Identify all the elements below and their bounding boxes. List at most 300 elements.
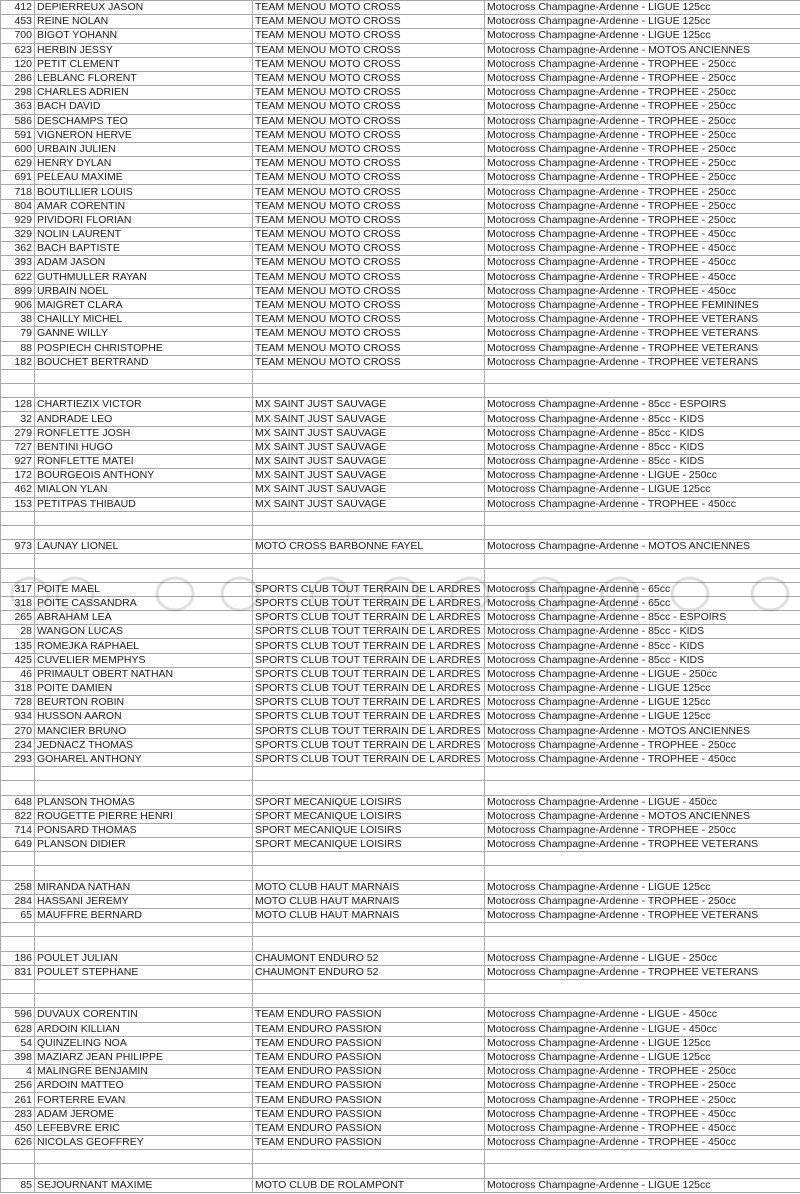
category-cell: Motocross Champagne-Ardenne - 65cc (485, 596, 800, 610)
rider-number-cell: 591 (1, 128, 35, 142)
rider-number-cell: 822 (1, 809, 35, 823)
category-cell: Motocross Champagne-Ardenne - MOTOS ANCIENNES (485, 540, 800, 554)
category-cell (485, 369, 800, 383)
rider-number-cell: 927 (1, 455, 35, 469)
rider-number-cell: 450 (1, 1121, 35, 1135)
club-name-cell (253, 568, 485, 582)
category-cell: Motocross Champagne-Ardenne - TROPHEE - 250cc (485, 128, 800, 142)
rider-name-cell: REINE NOLAN (35, 15, 253, 29)
category-cell: Motocross Champagne-Ardenne - TROPHEE - 250cc (485, 1079, 800, 1093)
club-name-cell: TEAM MENOU MOTO CROSS (253, 43, 485, 57)
table-row (1, 965, 800, 979)
club-name-cell: TEAM MENOU MOTO CROSS (253, 341, 485, 355)
rider-number-cell: 363 (1, 100, 35, 114)
club-name-cell (253, 525, 485, 539)
category-cell: Motocross Champagne-Ardenne - LIGUE - 250cc (485, 951, 800, 965)
category-cell (485, 923, 800, 937)
club-name-cell (253, 937, 485, 951)
category-cell: Motocross Champagne-Ardenne - LIGUE - 250cc (485, 469, 800, 483)
rider-name-cell (35, 568, 253, 582)
club-name-cell: MX SAINT JUST SAUVAGE (253, 497, 485, 511)
rider-number-cell: 258 (1, 880, 35, 894)
rider-number-cell (1, 525, 35, 539)
club-name-cell (253, 767, 485, 781)
blank-row (1, 767, 800, 781)
blank-row (1, 1150, 800, 1164)
rider-number-cell: 153 (1, 497, 35, 511)
club-name-cell: SPORTS CLUB TOUT TERRAIN DE L ARDRES (253, 696, 485, 710)
club-name-cell: SPORTS CLUB TOUT TERRAIN DE L ARDRES (253, 596, 485, 610)
rider-number-cell (1, 937, 35, 951)
club-name-cell (253, 979, 485, 993)
table-row (1, 1050, 800, 1064)
category-cell: Motocross Champagne-Ardenne - TROPHEE VETERANS (485, 965, 800, 979)
rider-name-cell: BACH DAVID (35, 100, 253, 114)
rider-number-cell: 596 (1, 1008, 35, 1022)
rider-number-cell: 128 (1, 398, 35, 412)
category-cell (485, 979, 800, 993)
category-cell: Motocross Champagne-Ardenne - TROPHEE - 450cc (485, 256, 800, 270)
category-cell: Motocross Champagne-Ardenne - LIGUE 125cc (485, 1050, 800, 1064)
table-row (1, 185, 800, 199)
club-name-cell: TEAM ENDURO PASSION (253, 1121, 485, 1135)
rider-name-cell: HUSSON AARON (35, 710, 253, 724)
club-name-cell (253, 369, 485, 383)
rider-number-cell: 32 (1, 412, 35, 426)
rider-name-cell: ANDRADE LEO (35, 412, 253, 426)
rider-number-cell: 622 (1, 270, 35, 284)
rider-name-cell (35, 923, 253, 937)
rider-name-cell: ADAM JASON (35, 256, 253, 270)
blank-row (1, 937, 800, 951)
rider-name-cell: URBAIN NOEL (35, 284, 253, 298)
table-row (1, 29, 800, 43)
rider-number-cell: 298 (1, 86, 35, 100)
category-cell: Motocross Champagne-Ardenne - TROPHEE FEMININES (485, 298, 800, 312)
table-row (1, 1107, 800, 1121)
rider-number-cell: 412 (1, 1, 35, 15)
category-cell: Motocross Champagne-Ardenne - TROPHEE - 250cc (485, 71, 800, 85)
table-row (1, 142, 800, 156)
rider-name-cell: ROUGETTE PIERRE HENRI (35, 809, 253, 823)
club-name-cell: TEAM MENOU MOTO CROSS (253, 114, 485, 128)
rider-number-cell: 831 (1, 965, 35, 979)
rider-number-cell: 135 (1, 639, 35, 653)
category-cell (485, 384, 800, 398)
table-row (1, 398, 800, 412)
rider-name-cell: PLANSON THOMAS (35, 795, 253, 809)
rider-number-cell: 65 (1, 909, 35, 923)
rider-name-cell: POSPIECH CHRISTOPHE (35, 341, 253, 355)
rider-name-cell: ROMEJKA RAPHAEL (35, 639, 253, 653)
club-name-cell: TEAM MENOU MOTO CROSS (253, 157, 485, 171)
rider-name-cell: RONFLETTE JOSH (35, 426, 253, 440)
category-cell: Motocross Champagne-Ardenne - LIGUE 125cc (485, 880, 800, 894)
table-row (1, 455, 800, 469)
table-row (1, 497, 800, 511)
rider-number-cell: 691 (1, 171, 35, 185)
rider-name-cell: BOUTILLIER LOUIS (35, 185, 253, 199)
rider-name-cell: POITE CASSANDRA (35, 596, 253, 610)
category-cell: Motocross Champagne-Ardenne - TROPHEE - 450cc (485, 228, 800, 242)
rider-name-cell: HASSANI JEREMY (35, 894, 253, 908)
club-name-cell: SPORTS CLUB TOUT TERRAIN DE L ARDRES (253, 653, 485, 667)
club-name-cell (253, 866, 485, 880)
table-row (1, 412, 800, 426)
rider-number-cell (1, 923, 35, 937)
club-name-cell: TEAM MENOU MOTO CROSS (253, 199, 485, 213)
rider-name-cell (35, 994, 253, 1008)
category-cell: Motocross Champagne-Ardenne - TROPHEE - 450cc (485, 270, 800, 284)
rider-number-cell: 600 (1, 142, 35, 156)
table-row (1, 1079, 800, 1093)
rider-number-cell: 649 (1, 838, 35, 852)
rider-name-cell: POULET JULIAN (35, 951, 253, 965)
category-cell: Motocross Champagne-Ardenne - 85cc - KIDS (485, 639, 800, 653)
blank-row (1, 852, 800, 866)
table-row (1, 57, 800, 71)
category-cell: Motocross Champagne-Ardenne - TROPHEE - 250cc (485, 213, 800, 227)
club-name-cell: SPORTS CLUB TOUT TERRAIN DE L ARDRES (253, 667, 485, 681)
rider-number-cell: 906 (1, 298, 35, 312)
rider-number-cell (1, 369, 35, 383)
category-cell: Motocross Champagne-Ardenne - TROPHEE - 450cc (485, 1136, 800, 1150)
rider-name-cell: POULET STEPHANE (35, 965, 253, 979)
rider-name-cell (35, 866, 253, 880)
rider-number-cell (1, 866, 35, 880)
table-row (1, 667, 800, 681)
table-row (1, 128, 800, 142)
rider-number-cell: 256 (1, 1079, 35, 1093)
rider-number-cell (1, 384, 35, 398)
rider-number-cell (1, 767, 35, 781)
club-name-cell: TEAM MENOU MOTO CROSS (253, 270, 485, 284)
table-row (1, 696, 800, 710)
category-cell: Motocross Champagne-Ardenne - 85cc - KIDS (485, 455, 800, 469)
category-cell: Motocross Champagne-Ardenne - TROPHEE - 450cc (485, 284, 800, 298)
rider-number-cell: 586 (1, 114, 35, 128)
club-name-cell: MOTO CLUB DE ROLAMPONT (253, 1178, 485, 1192)
rider-number-cell: 623 (1, 43, 35, 57)
table-row (1, 213, 800, 227)
table-row (1, 426, 800, 440)
rider-number-cell: 85 (1, 1178, 35, 1192)
category-cell: Motocross Champagne-Ardenne - TROPHEE - 250cc (485, 171, 800, 185)
rider-number-cell: 234 (1, 738, 35, 752)
table-row (1, 809, 800, 823)
rider-name-cell: MAUFFRE BERNARD (35, 909, 253, 923)
rider-name-cell: DESCHAMPS TEO (35, 114, 253, 128)
rider-name-cell: JEDNACZ THOMAS (35, 738, 253, 752)
table-row (1, 1036, 800, 1050)
rider-number-cell: 284 (1, 894, 35, 908)
table-row (1, 284, 800, 298)
table-row (1, 440, 800, 454)
rider-number-cell: 899 (1, 284, 35, 298)
club-name-cell: TEAM ENDURO PASSION (253, 1065, 485, 1079)
club-name-cell: TEAM ENDURO PASSION (253, 1050, 485, 1064)
table-row (1, 625, 800, 639)
club-name-cell: SPORTS CLUB TOUT TERRAIN DE L ARDRES (253, 625, 485, 639)
table-row (1, 199, 800, 213)
blank-row (1, 384, 800, 398)
club-name-cell: TEAM ENDURO PASSION (253, 1079, 485, 1093)
rider-number-cell (1, 1164, 35, 1178)
table-row (1, 313, 800, 327)
table-row (1, 157, 800, 171)
category-cell (485, 568, 800, 582)
rider-name-cell: FORTERRE EVAN (35, 1093, 253, 1107)
rider-name-cell: MALINGRE BENJAMIN (35, 1065, 253, 1079)
rider-number-cell: 425 (1, 653, 35, 667)
table-row (1, 298, 800, 312)
rider-name-cell: GOHAREL ANTHONY (35, 752, 253, 766)
table-row (1, 327, 800, 341)
rider-name-cell: RONFLETTE MATEI (35, 455, 253, 469)
category-cell: Motocross Champagne-Ardenne - LIGUE 125cc (485, 1, 800, 15)
category-cell: Motocross Champagne-Ardenne - TROPHEE VETERANS (485, 909, 800, 923)
table-row (1, 596, 800, 610)
table-row (1, 951, 800, 965)
club-name-cell (253, 923, 485, 937)
rider-name-cell: HERBIN JESSY (35, 43, 253, 57)
category-cell: Motocross Champagne-Ardenne - LIGUE 125cc (485, 15, 800, 29)
table-row (1, 724, 800, 738)
category-cell (485, 937, 800, 951)
rider-name-cell: WANGON LUCAS (35, 625, 253, 639)
table-row (1, 795, 800, 809)
category-cell: Motocross Champagne-Ardenne - LIGUE 125cc (485, 1178, 800, 1192)
club-name-cell: TEAM MENOU MOTO CROSS (253, 213, 485, 227)
table-row (1, 653, 800, 667)
club-name-cell: SPORT MECANIQUE LOISIRS (253, 795, 485, 809)
table-row (1, 100, 800, 114)
club-name-cell (253, 554, 485, 568)
category-cell: Motocross Champagne-Ardenne - TROPHEE VETERANS (485, 355, 800, 369)
club-name-cell: SPORTS CLUB TOUT TERRAIN DE L ARDRES (253, 738, 485, 752)
category-cell: Motocross Champagne-Ardenne - MOTOS ANCIENNES (485, 809, 800, 823)
rider-number-cell: 700 (1, 29, 35, 43)
rider-number-cell: 317 (1, 582, 35, 596)
rider-number-cell (1, 1150, 35, 1164)
category-cell: Motocross Champagne-Ardenne - LIGUE - 450cc (485, 1008, 800, 1022)
rider-number-cell: 182 (1, 355, 35, 369)
rider-name-cell: BOURGEOIS ANTHONY (35, 469, 253, 483)
table-row (1, 341, 800, 355)
table-row (1, 710, 800, 724)
rider-number-cell: 329 (1, 228, 35, 242)
category-cell: Motocross Champagne-Ardenne - TROPHEE VETERANS (485, 327, 800, 341)
category-cell: Motocross Champagne-Ardenne - TROPHEE - 250cc (485, 894, 800, 908)
table-row (1, 894, 800, 908)
rider-name-cell: PIVIDORI FLORIAN (35, 213, 253, 227)
rider-number-cell: 4 (1, 1065, 35, 1079)
rider-name-cell: NOLIN LAURENT (35, 228, 253, 242)
category-cell (485, 767, 800, 781)
rider-number-cell: 648 (1, 795, 35, 809)
rider-number-cell: 286 (1, 71, 35, 85)
blank-row (1, 554, 800, 568)
rider-name-cell: BEURTON ROBIN (35, 696, 253, 710)
club-name-cell: TEAM MENOU MOTO CROSS (253, 86, 485, 100)
club-name-cell: SPORTS CLUB TOUT TERRAIN DE L ARDRES (253, 752, 485, 766)
category-cell: Motocross Champagne-Ardenne - 85cc - KIDS (485, 426, 800, 440)
rider-number-cell (1, 852, 35, 866)
rider-number-cell: 934 (1, 710, 35, 724)
club-name-cell: SPORTS CLUB TOUT TERRAIN DE L ARDRES (253, 724, 485, 738)
rider-name-cell: DEPIERREUX JASON (35, 1, 253, 15)
rider-number-cell: 54 (1, 1036, 35, 1050)
club-name-cell: MX SAINT JUST SAUVAGE (253, 469, 485, 483)
category-cell: Motocross Champagne-Ardenne - TROPHEE - 250cc (485, 114, 800, 128)
club-name-cell: TEAM MENOU MOTO CROSS (253, 29, 485, 43)
club-name-cell (253, 1164, 485, 1178)
rider-name-cell: PLANSON DIDIER (35, 838, 253, 852)
category-cell (485, 852, 800, 866)
club-name-cell: MOTO CLUB HAUT MARNAIS (253, 909, 485, 923)
club-name-cell (253, 781, 485, 795)
rider-name-cell: CUVELIER MEMPHYS (35, 653, 253, 667)
category-cell: Motocross Champagne-Ardenne - LIGUE 125cc (485, 710, 800, 724)
rider-name-cell: BOUCHET BERTRAND (35, 355, 253, 369)
rider-number-cell: 929 (1, 213, 35, 227)
table-row (1, 256, 800, 270)
category-cell: Motocross Champagne-Ardenne - 85cc - KIDS (485, 412, 800, 426)
table-row (1, 1121, 800, 1135)
blank-row (1, 511, 800, 525)
table-row (1, 355, 800, 369)
club-name-cell: TEAM MENOU MOTO CROSS (253, 256, 485, 270)
club-name-cell: TEAM MENOU MOTO CROSS (253, 171, 485, 185)
rider-name-cell: GANNE WILLY (35, 327, 253, 341)
rider-number-cell: 629 (1, 157, 35, 171)
club-name-cell (253, 1150, 485, 1164)
club-name-cell: TEAM MENOU MOTO CROSS (253, 242, 485, 256)
category-cell (485, 781, 800, 795)
rider-number-cell: 28 (1, 625, 35, 639)
club-name-cell: TEAM MENOU MOTO CROSS (253, 228, 485, 242)
club-name-cell: TEAM MENOU MOTO CROSS (253, 71, 485, 85)
rider-number-cell: 628 (1, 1022, 35, 1036)
category-cell: Motocross Champagne-Ardenne - TROPHEE - 250cc (485, 142, 800, 156)
club-name-cell: MX SAINT JUST SAUVAGE (253, 426, 485, 440)
rider-name-cell (35, 852, 253, 866)
blank-row (1, 525, 800, 539)
rider-name-cell (35, 1150, 253, 1164)
rider-list-body (1, 1, 800, 1193)
club-name-cell: MX SAINT JUST SAUVAGE (253, 412, 485, 426)
club-name-cell: SPORTS CLUB TOUT TERRAIN DE L ARDRES (253, 639, 485, 653)
club-name-cell: MOTO CROSS BARBONNE FAYEL (253, 540, 485, 554)
rider-name-cell (35, 979, 253, 993)
category-cell (485, 1164, 800, 1178)
table-row (1, 15, 800, 29)
club-name-cell: TEAM MENOU MOTO CROSS (253, 128, 485, 142)
rider-name-cell: POITE DAMIEN (35, 682, 253, 696)
rider-number-cell: 172 (1, 469, 35, 483)
rider-name-cell (35, 937, 253, 951)
club-name-cell (253, 994, 485, 1008)
club-name-cell: MX SAINT JUST SAUVAGE (253, 440, 485, 454)
blank-row (1, 994, 800, 1008)
rider-name-cell: GUTHMULLER RAYAN (35, 270, 253, 284)
rider-number-cell: 270 (1, 724, 35, 738)
rider-name-cell: MAZIARZ JEAN PHILIPPE (35, 1050, 253, 1064)
table-row (1, 1008, 800, 1022)
blank-row (1, 866, 800, 880)
table-row (1, 483, 800, 497)
rider-name-cell: MAIGRET CLARA (35, 298, 253, 312)
category-cell: Motocross Champagne-Ardenne - 85cc - ESPOIRS (485, 611, 800, 625)
category-cell: Motocross Champagne-Ardenne - TROPHEE - 450cc (485, 242, 800, 256)
category-cell: Motocross Champagne-Ardenne - TROPHEE - 250cc (485, 1065, 800, 1079)
rider-number-cell: 714 (1, 823, 35, 837)
rider-name-cell: MANCIER BRUNO (35, 724, 253, 738)
category-cell: Motocross Champagne-Ardenne - TROPHEE VETERANS (485, 341, 800, 355)
rider-number-cell: 462 (1, 483, 35, 497)
rider-number-cell: 265 (1, 611, 35, 625)
category-cell: Motocross Champagne-Ardenne - 65cc (485, 582, 800, 596)
category-cell (485, 866, 800, 880)
category-cell (485, 994, 800, 1008)
table-row (1, 880, 800, 894)
category-cell (485, 1150, 800, 1164)
table-row (1, 823, 800, 837)
category-cell: Motocross Champagne-Ardenne - TROPHEE - 450cc (485, 752, 800, 766)
rider-number-cell: 626 (1, 1136, 35, 1150)
table-row (1, 228, 800, 242)
rider-name-cell: PELEAU MAXIME (35, 171, 253, 185)
club-name-cell: SPORTS CLUB TOUT TERRAIN DE L ARDRES (253, 682, 485, 696)
rider-name-cell: CHAILLY MICHEL (35, 313, 253, 327)
table-row (1, 86, 800, 100)
rider-name-cell: LEFEBVRE ERIC (35, 1121, 253, 1135)
rider-name-cell: PRIMAULT OBERT NATHAN (35, 667, 253, 681)
club-name-cell: MOTO CLUB HAUT MARNAIS (253, 880, 485, 894)
category-cell: Motocross Champagne-Ardenne - TROPHEE VETERANS (485, 313, 800, 327)
rider-name-cell: PETIT CLEMENT (35, 57, 253, 71)
category-cell: Motocross Champagne-Ardenne - TROPHEE - 250cc (485, 57, 800, 71)
rider-name-cell: SEJOURNANT MAXIME (35, 1178, 253, 1192)
club-name-cell (253, 384, 485, 398)
club-name-cell: TEAM ENDURO PASSION (253, 1036, 485, 1050)
table-row (1, 1178, 800, 1192)
club-name-cell: TEAM MENOU MOTO CROSS (253, 185, 485, 199)
club-name-cell: TEAM MENOU MOTO CROSS (253, 355, 485, 369)
blank-row (1, 369, 800, 383)
category-cell: Motocross Champagne-Ardenne - MOTOS ANCIENNES (485, 43, 800, 57)
table-row (1, 738, 800, 752)
rider-name-cell: BENTINI HUGO (35, 440, 253, 454)
rider-name-cell: URBAIN JULIEN (35, 142, 253, 156)
category-cell: Motocross Champagne-Ardenne - LIGUE - 450cc (485, 795, 800, 809)
club-name-cell: TEAM MENOU MOTO CROSS (253, 298, 485, 312)
club-name-cell: TEAM MENOU MOTO CROSS (253, 1, 485, 15)
table-row (1, 71, 800, 85)
table-row (1, 682, 800, 696)
club-name-cell: SPORTS CLUB TOUT TERRAIN DE L ARDRES (253, 710, 485, 724)
category-cell: Motocross Champagne-Ardenne - TROPHEE - 250cc (485, 157, 800, 171)
table-row (1, 43, 800, 57)
blank-row (1, 979, 800, 993)
rider-number-cell: 283 (1, 1107, 35, 1121)
rider-name-cell: ABRAHAM LEA (35, 611, 253, 625)
table-row (1, 540, 800, 554)
rider-number-cell: 318 (1, 596, 35, 610)
blank-row (1, 923, 800, 937)
blank-row (1, 781, 800, 795)
rider-name-cell: PETITPAS THIBAUD (35, 497, 253, 511)
